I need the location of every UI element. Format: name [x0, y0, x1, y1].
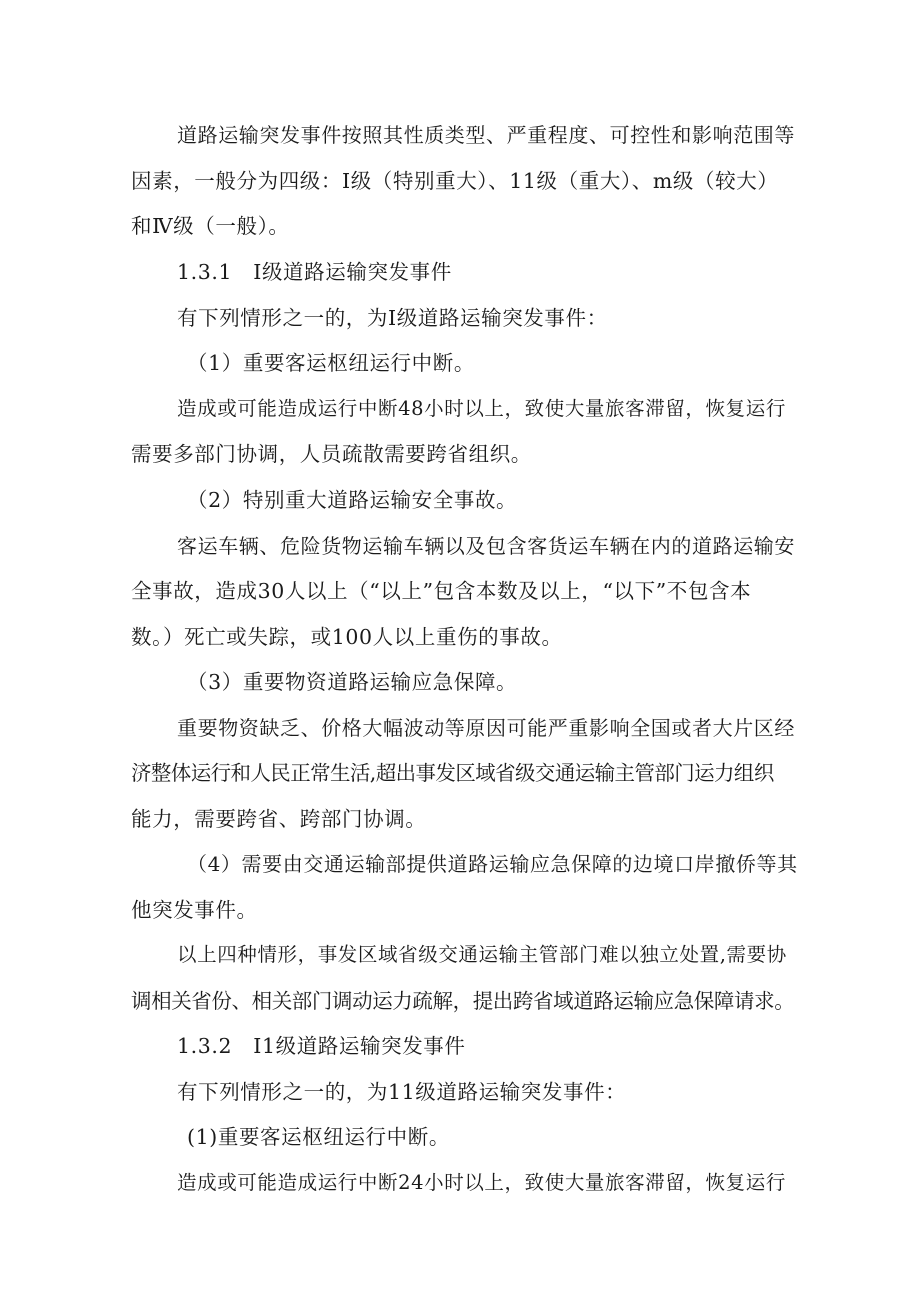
section-heading: 1.3.2 I1级道路运输突发事件 [177, 1034, 466, 1058]
paragraph-line: 以上四种情形，事发区域省级交通运输主管部门难以独立处置,需要协 [177, 943, 787, 966]
paragraph-line: 济整体运行和人民正常生活,超出事发区域省级交通运输主管部门运力组织 [131, 761, 774, 785]
paragraph-line: 全事故，造成30人以上（“以上”包含本数及以上，“以下”不包含本 [131, 579, 752, 603]
paragraph-line: 道路运输突发事件按照其性质类型、严重程度、可控性和影响范围等 [177, 123, 795, 147]
list-item-heading: （4）需要由交通运输部提供道路运输应急保障的边境口岸撤侨等其 [187, 852, 798, 876]
paragraph-line: 能力，需要跨省、跨部门协调。 [131, 807, 427, 831]
paragraph-line: 需要多部门协调，人员疏散需要跨省组织。 [131, 442, 532, 466]
paragraph-line: 造成或可能造成运行中断48小时以上，致使大量旅客滞留，恢复运行 [177, 397, 786, 420]
paragraph-line: 客运车辆、危险货物运输车辆以及包含客货运车辆在内的道路运输安 [177, 534, 795, 558]
paragraph-line: 因素，一般分为四级：Ⅰ级（特别重大）、11级（重大）、m级（较大） [131, 169, 779, 193]
paragraph-line: 重要物资缺乏、价格大幅波动等原因可能严重影响全国或者大片区经 [177, 716, 795, 740]
list-item-heading: （3）重要物资道路运输应急保障。 [187, 670, 518, 694]
paragraph-line: 他突发事件。 [131, 898, 258, 922]
list-item-heading: （1）重要客运枢纽运行中断。 [187, 351, 475, 375]
list-item-heading: (1)重要客运枢纽运行中断。 [187, 1125, 450, 1149]
paragraph-line: 和Ⅳ级（一般）。 [131, 214, 290, 238]
paragraph-line: 造成或可能造成运行中断24小时以上，致使大量旅客滞留，恢复运行 [177, 1171, 786, 1194]
paragraph-line: 有下列情形之一的，为11级道路运输突发事件： [177, 1080, 627, 1104]
paragraph-line: 调相关省份、相关部门调动运力疏解，提出跨省域道路运输应急保障请求。 [131, 989, 795, 1013]
list-item-heading: （2）特别重大道路运输安全事故。 [187, 488, 518, 512]
paragraph-line: 有下列情形之一的，为Ⅰ级道路运输突发事件： [177, 306, 608, 330]
section-heading: 1.3.1 Ⅰ级道路运输突发事件 [177, 260, 452, 284]
paragraph-line: 数。）死亡或失踪，或100人以上重伤的事故。 [131, 625, 563, 649]
